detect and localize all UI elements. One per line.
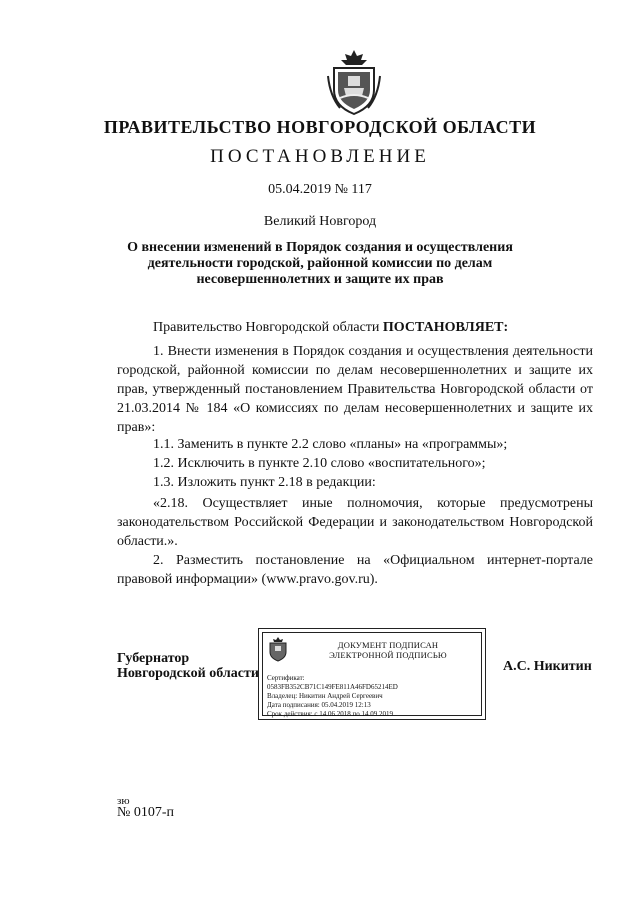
subject-line: деятельности городской, районной комиссии по делам <box>147 256 493 271</box>
lead-paragraph <box>117 318 593 337</box>
coat-of-arms-icon <box>326 48 382 116</box>
document-type: ПОСТАНОВЛЕНИЕ <box>210 146 430 167</box>
signatory-position <box>117 651 259 681</box>
paragraph-item-1: 1. Внести изменения в Порядок создания и осуществления деятельности городской, районной комиссии по делам несовершеннолетних и защите их прав, утвержденный постановлением Правительства Новгородской области от 21.03.2014 № 184 «О комиссиях по делам несовершеннолетних и защите их прав»: <box>117 344 593 435</box>
footer-code: зю <box>117 795 130 807</box>
government-title: ПРАВИТЕЛЬСТВО НОВГОРОДСКОЙ ОБЛАСТИ <box>103 117 537 137</box>
stamp-signed-date: Дата подписания: 05.04.2019 12:13 <box>267 701 371 709</box>
subitem-1-3: 1.3. Изложить пункт 2.18 в редакции: <box>153 475 376 490</box>
subitem-1-1: 1.1. Заменить в пункте 2.2 слово «планы» на «программы»; <box>153 437 508 452</box>
stamp-heading-line: ДОКУМЕНТ ПОДПИСАН <box>337 640 439 650</box>
subject-line: несовершеннолетних и защите их прав <box>196 272 444 287</box>
document-subject <box>0 240 640 288</box>
document-date-number: 05.04.2019 № 117 <box>268 182 372 197</box>
lead-decree-word: ПОСТАНОВЛЯЕТ: <box>382 320 509 335</box>
stamp-heading-line: ЭЛЕКТРОННОЙ ПОДПИСЬЮ <box>329 650 447 660</box>
stamp-coat-of-arms-icon <box>267 636 289 662</box>
electronic-signature-stamp <box>258 628 486 720</box>
subitem-1-2: 1.2. Исключить в пункте 2.10 слово «воспитательного»; <box>153 456 486 471</box>
footer-number: № 0107-п <box>117 805 175 820</box>
stamp-validity: Срок действия: с 14.06.2018 по 14.09.2019 <box>267 710 393 718</box>
quoted-clause: «2.18. Осуществляет иные полномочия, которые предусмотрены законодательством Российской Федерации и законодательством Новгородской области.». <box>117 496 593 549</box>
position-line: Новгородской области <box>117 666 259 681</box>
stamp-heading <box>293 640 483 660</box>
position-line: Губернатор <box>117 651 190 666</box>
stamp-cert-serial: 0583FB352CB71C149FE811A46FD65214ED <box>267 683 398 691</box>
subject-line: О внесении изменений в Порядок создания и осуществления <box>127 240 513 255</box>
paragraph-item-2: 2. Разместить постановление на «Официальном интернет-портале правовой информации» (www.pravo.gov.ru). <box>117 553 593 587</box>
stamp-frame <box>262 632 482 716</box>
document-footer <box>117 795 174 819</box>
signer-name: А.С. Никитин <box>503 659 592 674</box>
document-city: Великий Новгород <box>263 214 377 229</box>
stamp-owner: Владелец: Никитин Андрей Сергеевич <box>267 692 383 700</box>
stamp-cert-label: Сертификат: <box>267 674 305 682</box>
lead-text: Правительство Новгородской области <box>153 320 383 335</box>
